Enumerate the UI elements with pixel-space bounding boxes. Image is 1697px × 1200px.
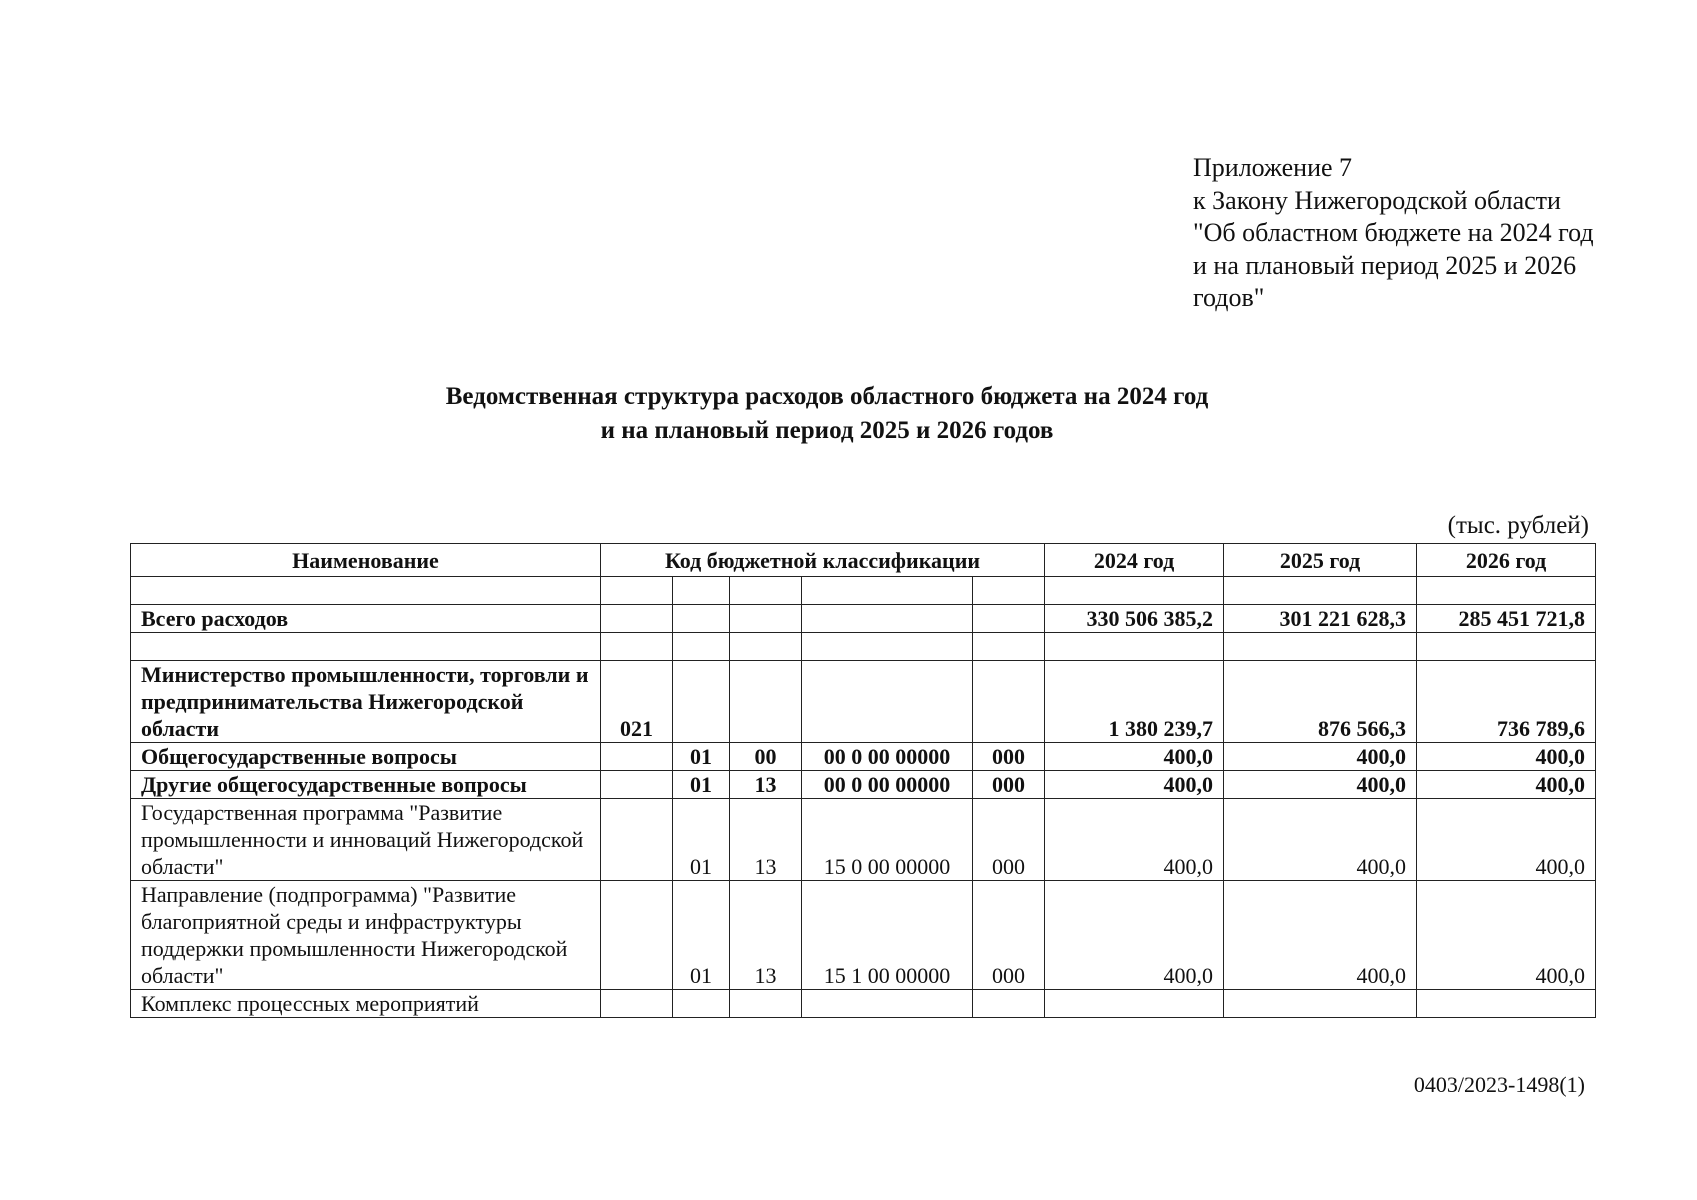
row-rz: 01 bbox=[673, 881, 730, 990]
header-2026: 2026 год bbox=[1417, 544, 1596, 577]
row-rz: 01 bbox=[673, 743, 730, 771]
header-2025: 2025 год bbox=[1224, 544, 1417, 577]
row-2025: 400,0 bbox=[1224, 743, 1417, 771]
row-2025: 400,0 bbox=[1224, 881, 1417, 990]
total-row bbox=[131, 605, 1596, 633]
spacer-row bbox=[131, 577, 1596, 605]
row-2024: 1 380 239,7 bbox=[1045, 661, 1224, 743]
appendix-line: "Об областном бюджете на 2024 год bbox=[1193, 218, 1594, 247]
row-pr: 13 bbox=[730, 881, 802, 990]
row-2026 bbox=[1417, 990, 1596, 1018]
row-vr bbox=[973, 990, 1045, 1018]
row-vr: 000 bbox=[973, 743, 1045, 771]
row-2025 bbox=[1224, 990, 1417, 1018]
row-name: Государственная программа "Развитие промышленности и инноваций Нижегородской области" bbox=[131, 799, 601, 881]
appendix-line: и на плановый период 2025 и 2026 bbox=[1193, 250, 1577, 280]
row-2024: 400,0 bbox=[1045, 881, 1224, 990]
total-2026: 285 451 721,8 bbox=[1417, 605, 1596, 633]
row-pr bbox=[730, 661, 802, 743]
title-line-1: Ведомственная структура расходов областного бюджета на 2024 год bbox=[445, 383, 1209, 410]
table-row bbox=[131, 771, 1596, 799]
row-name: Общегосударственные вопросы bbox=[131, 743, 601, 771]
row-2026: 400,0 bbox=[1417, 799, 1596, 881]
row-2026: 736 789,6 bbox=[1417, 661, 1596, 743]
row-2024: 400,0 bbox=[1045, 771, 1224, 799]
row-2024: 400,0 bbox=[1045, 799, 1224, 881]
row-pr bbox=[730, 990, 802, 1018]
row-pr: 13 bbox=[730, 799, 802, 881]
row-pr: 00 bbox=[730, 743, 802, 771]
total-2025: 301 221 628,3 bbox=[1224, 605, 1417, 633]
row-2026: 400,0 bbox=[1417, 743, 1596, 771]
row-2026: 400,0 bbox=[1417, 771, 1596, 799]
row-rz bbox=[673, 661, 730, 743]
header-name: Наименование bbox=[131, 544, 601, 577]
row-2026: 400,0 bbox=[1417, 881, 1596, 990]
row-pr: 13 bbox=[730, 771, 802, 799]
row-ved bbox=[601, 881, 673, 990]
row-name: Направление (подпрограмма) "Развитие благоприятной среды и инфраструктуры поддержки промышленности Нижегородской области" bbox=[131, 881, 601, 990]
table-row bbox=[131, 799, 1596, 881]
row-csr: 00 0 00 00000 bbox=[802, 771, 973, 799]
units-label: (тыс. рублей) bbox=[1447, 512, 1589, 539]
row-2025: 400,0 bbox=[1224, 799, 1417, 881]
row-csr: 00 0 00 00000 bbox=[802, 743, 973, 771]
row-ved bbox=[601, 771, 673, 799]
row-csr bbox=[802, 661, 973, 743]
total-2024: 330 506 385,2 bbox=[1045, 605, 1224, 633]
row-csr bbox=[802, 990, 973, 1018]
row-vr bbox=[973, 661, 1045, 743]
header-code: Код бюджетной классификации bbox=[601, 544, 1045, 577]
row-2025: 876 566,3 bbox=[1224, 661, 1417, 743]
table-header-row bbox=[131, 544, 1596, 577]
row-rz bbox=[673, 990, 730, 1018]
row-vr: 000 bbox=[973, 881, 1045, 990]
total-name: Всего расходов bbox=[131, 605, 601, 633]
row-ved bbox=[601, 743, 673, 771]
appendix-header bbox=[1193, 152, 1594, 315]
row-2024: 400,0 bbox=[1045, 743, 1224, 771]
appendix-line: к Закону Нижегородской области bbox=[1193, 185, 1561, 215]
row-csr: 15 0 00 00000 bbox=[802, 799, 973, 881]
header-2024: 2024 год bbox=[1045, 544, 1224, 577]
table-row bbox=[131, 743, 1596, 771]
row-vr: 000 bbox=[973, 771, 1045, 799]
row-rz: 01 bbox=[673, 799, 730, 881]
row-ved: 021 bbox=[601, 661, 673, 743]
appendix-line: Приложение 7 bbox=[1193, 153, 1353, 182]
document-number: 0403/2023-1498(1) bbox=[1413, 1072, 1585, 1097]
row-csr: 15 1 00 00000 bbox=[802, 881, 973, 990]
budget-table bbox=[130, 543, 1596, 1018]
row-name: Комплекс процессных мероприятий bbox=[131, 990, 601, 1018]
title-line-2: и на плановый период 2025 и 2026 годов bbox=[600, 417, 1054, 444]
row-2025: 400,0 bbox=[1224, 771, 1417, 799]
row-ved bbox=[601, 990, 673, 1018]
row-name: Министерство промышленности, торговли и предпринимательства Нижегородской области bbox=[131, 661, 601, 743]
row-ved bbox=[601, 799, 673, 881]
spacer-row bbox=[131, 633, 1596, 661]
table-row bbox=[131, 661, 1596, 743]
row-name: Другие общегосударственные вопросы bbox=[131, 771, 601, 799]
row-vr: 000 bbox=[973, 799, 1045, 881]
document-title bbox=[300, 380, 1354, 448]
table-row bbox=[131, 881, 1596, 990]
row-2024 bbox=[1045, 990, 1224, 1018]
table-row bbox=[131, 990, 1596, 1018]
row-rz: 01 bbox=[673, 771, 730, 799]
appendix-line: годов" bbox=[1193, 283, 1265, 312]
